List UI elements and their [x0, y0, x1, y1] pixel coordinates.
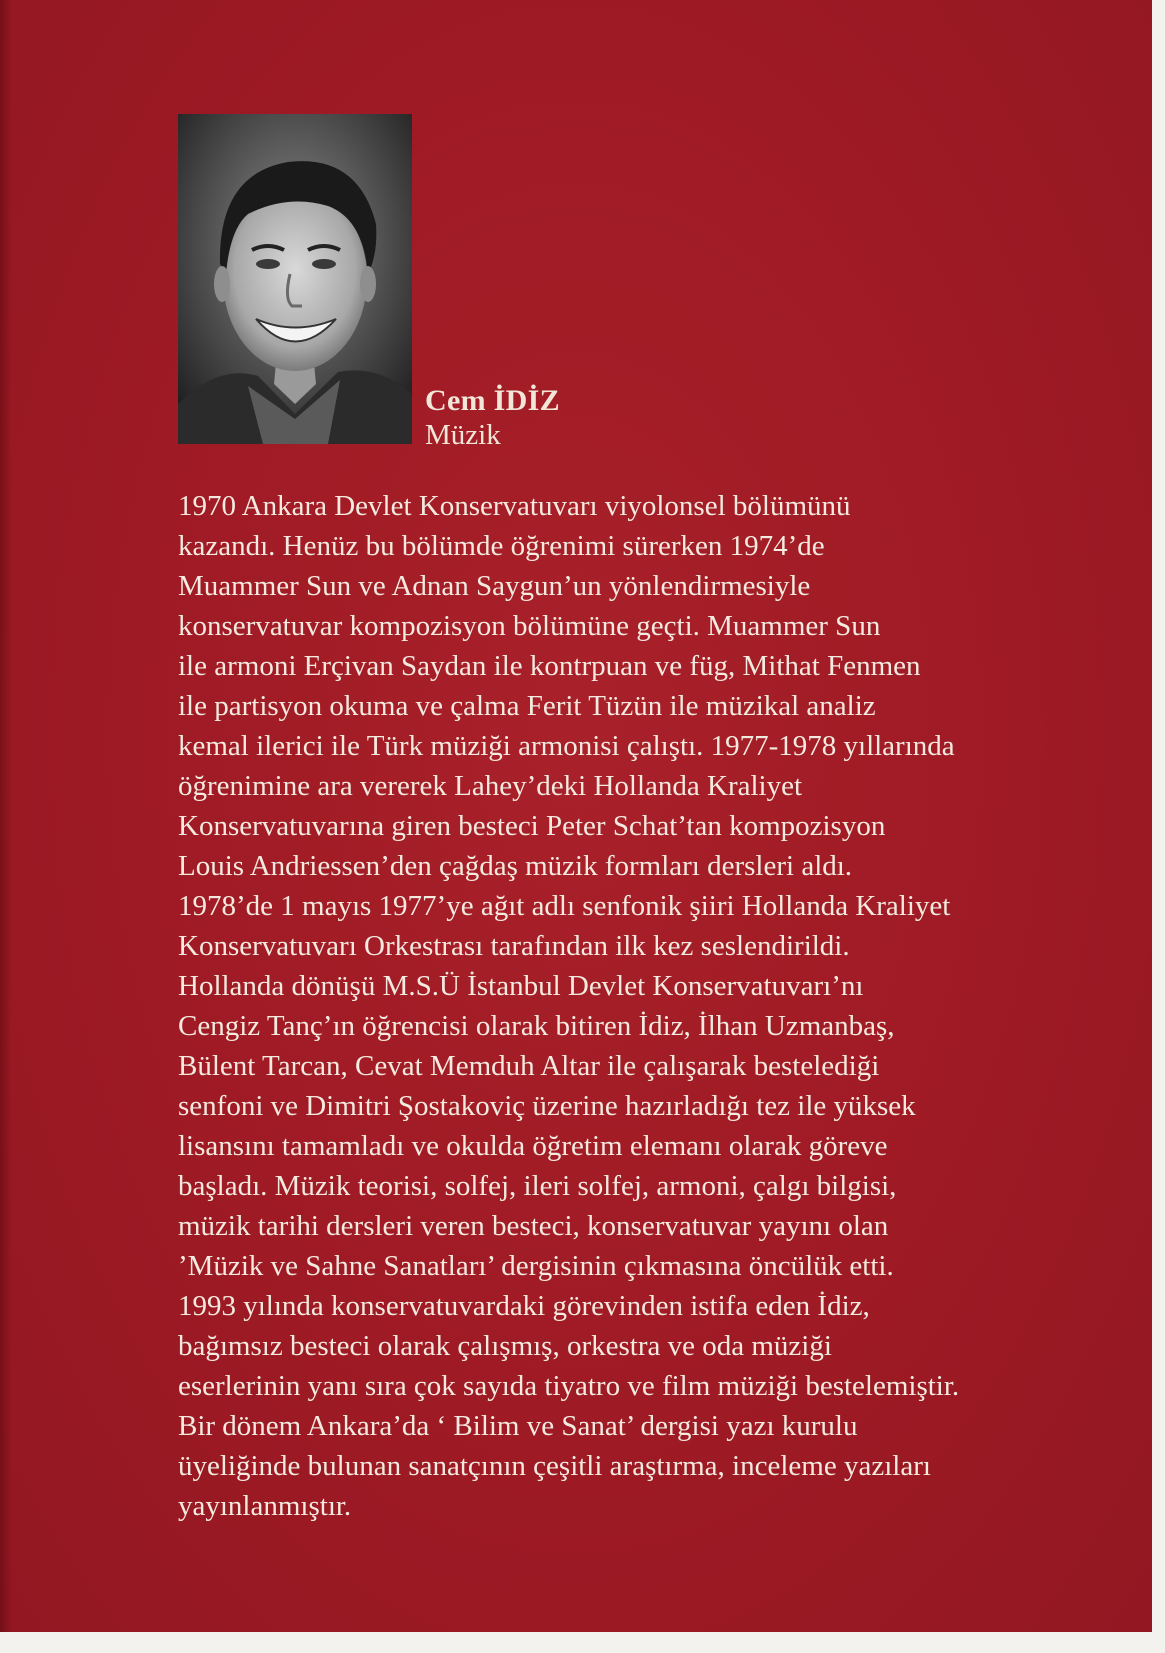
- biography-line: ’Müzik ve Sahne Sanatları’ dergisinin çıkmasına öncülük etti.: [178, 1250, 894, 1282]
- biography-line: 1993 yılında konservatuvardaki görevinden istifa eden İdiz,: [178, 1290, 870, 1322]
- biography-line: ile partisyon okuma ve çalma Ferit Tüzün ile müzikal analiz: [178, 690, 876, 722]
- biography-line: Louis Andriessen’den çağdaş müzik formları dersleri aldı.: [178, 850, 853, 882]
- biography-line: bağımsız besteci olarak çalışmış, orkestra ve oda müziği: [178, 1330, 832, 1362]
- biography-line: Konservatuvarına giren besteci Peter Schat’tan kompozisyon: [178, 810, 886, 842]
- biography-line: Muammer Sun ve Adnan Saygun’un yönlendirmesiyle: [178, 570, 811, 602]
- biography-line: kazandı. Henüz bu bölümde öğrenimi sürerken 1974’de: [178, 530, 825, 562]
- biography-line: Hollanda dönüşü M.S.Ü İstanbul Devlet Konservatuvarı’nı: [178, 970, 864, 1002]
- biography-text: [178, 486, 1028, 1526]
- biography-line: 1970 Ankara Devlet Konservatuvarı viyolonsel bölümünü: [178, 490, 851, 522]
- portrait-photo-icon: [178, 114, 412, 444]
- author-department: Müzik: [425, 419, 501, 451]
- biography-line: kemal ilerici ile Türk müziği armonisi çalıştı. 1977-1978 yıllarında: [178, 730, 955, 762]
- biography-line: yayınlanmıştır.: [178, 1490, 352, 1522]
- biography-line: lisansını tamamladı ve okulda öğretim elemanı olarak göreve: [178, 1130, 888, 1162]
- biography-line: ile armoni Erçivan Saydan ile kontrpuan ve füg, Mithat Fenmen: [178, 650, 921, 682]
- biography-line: senfoni ve Dimitri Şostakoviç üzerine hazırladığı tez ile yüksek: [178, 1090, 916, 1122]
- biography-line: eserlerinin yanı sıra çok sayıda tiyatro ve film müziği bestelemiştir.: [178, 1370, 960, 1402]
- biography-line: konservatuvar kompozisyon bölümüne geçti. Muammer Sun: [178, 610, 881, 642]
- biography-line: Konservatuvarı Orkestrası tarafından ilk kez seslendirildi.: [178, 930, 850, 962]
- biography-line: müzik tarihi dersleri veren besteci, konservatuvar yayını olan: [178, 1210, 889, 1242]
- author-heading: [425, 384, 560, 452]
- biography-line: başladı. Müzik teorisi, solfej, ileri solfej, armoni, çalgı bilgisi,: [178, 1170, 897, 1202]
- biography-line: Bülent Tarcan, Cevat Memduh Altar ile çalışarak bestelediği: [178, 1050, 880, 1082]
- page-edge-shadow: [0, 0, 12, 1632]
- biography-line: üyeliğinde bulunan sanatçının çeşitli araştırma, inceleme yazıları: [178, 1450, 931, 1482]
- author-name: Cem İDİZ: [425, 384, 560, 417]
- biography-line: Bir dönem Ankara’da ‘ Bilim ve Sanat’ dergisi yazı kurulu: [178, 1410, 858, 1442]
- biography-line: öğrenimine ara vererek Lahey’deki Hollanda Kraliyet: [178, 770, 803, 802]
- biography-line: 1978’de 1 mayıs 1977’ye ağıt adlı senfonik şiiri Hollanda Kraliyet: [178, 890, 951, 922]
- biography-line: Cengiz Tanç’ın öğrencisi olarak bitiren İdiz, İlhan Uzmanbaş,: [178, 1010, 895, 1042]
